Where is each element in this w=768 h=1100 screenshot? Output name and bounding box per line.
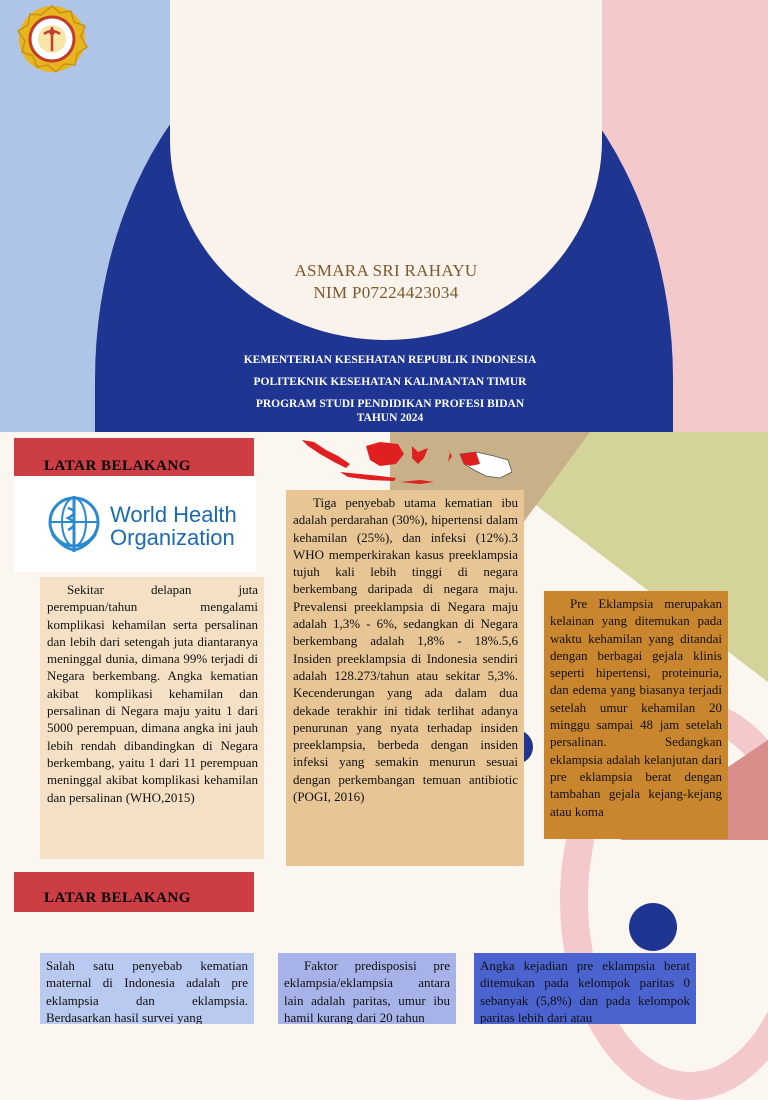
who-logo (14, 476, 256, 572)
indonesia-map-icon (300, 436, 515, 490)
section-header: LATAR BELAKANG (14, 438, 254, 476)
poltekkes-logo (13, 4, 91, 74)
who-logo-text-1: World Health (110, 502, 237, 527)
author-nim: NIM P07224423034 (313, 283, 459, 302)
year-line: TAHUN 2024 (356, 412, 424, 424)
polytechnic-line: POLITEKNIK KESEHATAN KALIMANTAN TIMUR (253, 376, 527, 388)
institution-block (130, 349, 650, 429)
author-name: ASMARA SRI RAHAYU (294, 261, 478, 280)
author-block (170, 260, 602, 304)
ministry-line: KEMENTERIAN KESEHATAN REPUBLIK INDONESIA (243, 354, 537, 366)
navy-circle (629, 903, 677, 951)
paragraph-predisposing-factors: Faktor predisposisi pre eklampsia/eklampsia antara lain adalah paritas, umur ibu hamil kurang dari 20 tahun (278, 953, 456, 1024)
paragraph-main-causes: Tiga penyebab utama kematian ibu adalah perdarahan (30%), hipertensi dalam kehamilan (25%), dan infeksi (12%).3 WHO memperkirakan kasus preeklampsia tujuh kali lebih tinggi di negara berkembang daripada di negara maju. Prevalensi preeklampsia di Negara maju adalah 1,3% - 6%, sedangkan di Negara berkembang adalah 1,8% - 18%.5,6 Insiden preeklampsia di Indonesia sendiri adalah 128.273/tahun atau sekitar 5,3%. Kecenderungan yang ada dalam dua dekade terakhir ini tidak terlihat adanya penurunan yang nyata terhadap insiden preeklampsia, berbeda dengan insiden infeksi yang semakin menurun sesuai dengan perkembangan temuan antibiotic (POGI, 2016) (286, 490, 524, 866)
who-emblem-icon (42, 492, 106, 556)
paragraph-maternal-death-cause: Salah satu penyebab kematian maternal di Indonesia adalah pre eklampsia dan eklampsia. Berdasarkan hasil survei yang (40, 953, 254, 1024)
paragraph-maternal-complications: Sekitar delapan juta perempuan/tahun mengalami komplikasi kehamilan serta persalinan dan lebih dari setengah juta diantaranya meninggal dunia, dimana 99% terjadi di Negara berkembang. Angka kematian akibat komplikasi kehamilan dan persalinan di Negara maju yaitu 1 dari 5000 perempuan, dimana angka ini jauh lebih rendah dibandingkan di Negara berkembang, yaitu 1 dari 11 perempuan meninggal akibat komplikasi kehamilan dan persalinan (WHO,2015) (40, 577, 264, 859)
section-header-2: LATAR BELAKANG (14, 872, 254, 912)
program-line: PROGRAM STUDI PENDIDIKAN PROFESI BIDAN (255, 398, 525, 410)
paragraph-preeclampsia-definition: Pre Eklampsia merupakan kelainan yang ditemukan pada waktu kehamilan yang ditandai dengan berbagai gejala klinis seperti hipertensi, proteinuria, dan edema yang biasanya terjadi setelah umur kehamilan 20 minggu sampai 48 jam setelah persalinan. Sedangkan eklampsia adalah kelanjutan dari pre eklampsia berat dengan tambahan gejala kejang-kejang atau koma (544, 591, 728, 839)
paragraph-incidence-rate: Angka kejadian pre eklampsia berat ditemukan pada kelompok paritas 0 sebanyak (5,8%) dan pada kelompok paritas lebih dari atau (474, 953, 696, 1024)
who-logo-text-2: Organization (110, 525, 235, 550)
